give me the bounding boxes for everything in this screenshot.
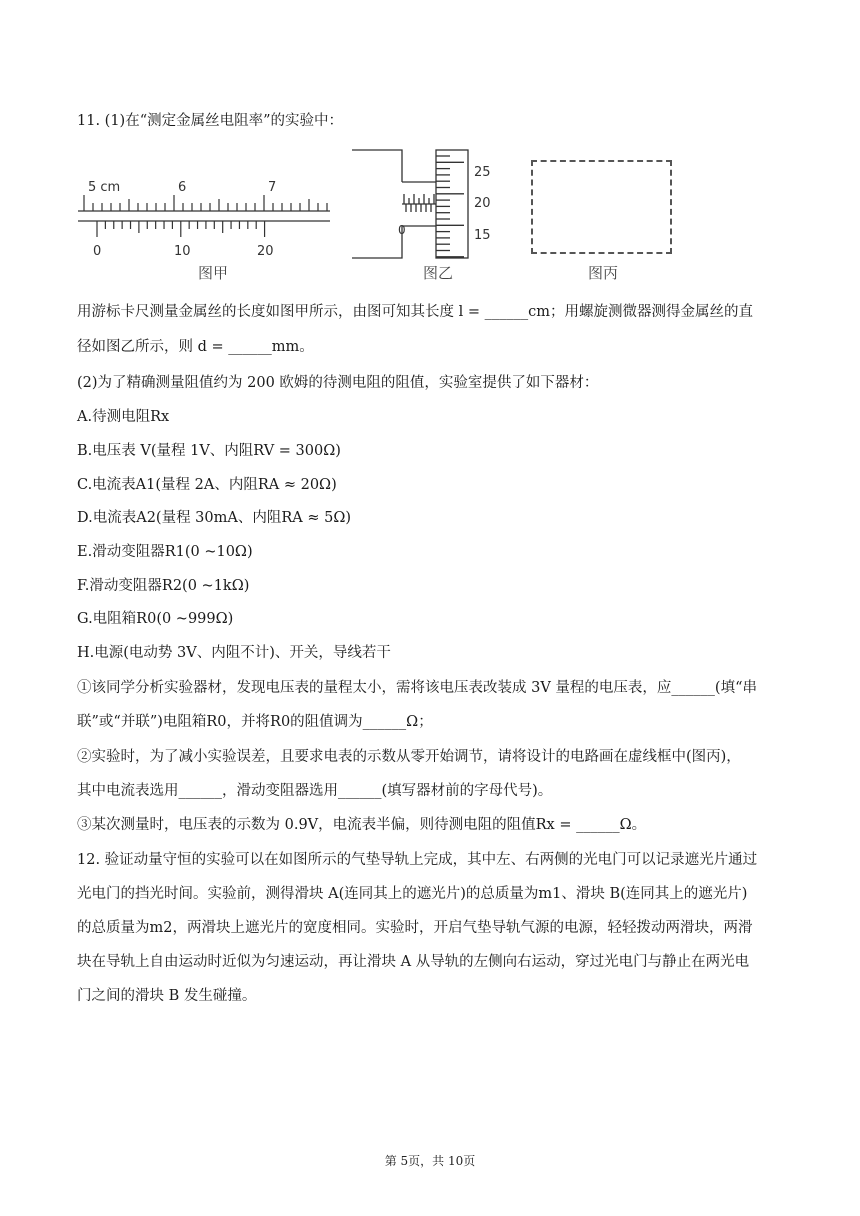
q11-step2-line2: 其中电流表选用______，滑动变阻器选用______(填写器材前的字母代号)。 <box>77 783 553 799</box>
frame-top <box>352 150 402 182</box>
main-scale-ticks <box>84 195 327 211</box>
thimble <box>436 150 468 258</box>
equipment-item-b: B.电压表 V(量程 1V、内阻RV = 300Ω) <box>77 443 341 459</box>
equipment-item-e: E.滑动变阻器R1(0 ~10Ω) <box>77 544 253 560</box>
equipment-item-g: G.电阻箱R0(0 ~999Ω) <box>77 611 234 627</box>
main-label-6: 6 <box>178 180 187 195</box>
equipment-item-a: A.待测电阻Rx <box>77 409 170 425</box>
vernier-label-20: 20 <box>257 244 274 259</box>
equipment-item-d: D.电流表A2(量程 30mA、内阻RA ≈ 5Ω) <box>77 510 352 526</box>
circuit-dashed-box <box>531 160 672 254</box>
q11-part2-intro: (2)为了精确测量阻值约为 200 欧姆的待测电阻的阻值，实验室提供了如下器材： <box>77 375 599 391</box>
q12-line-3: 的总质量为m2，两滑块上遮光片的宽度相同。实验时，开启气垫导轨气源的电源，轻轻拨动两滑块，两滑 <box>77 920 753 936</box>
sleeve-ticks <box>404 194 434 212</box>
caption-yi: 图乙 <box>423 264 454 282</box>
q11-part1-line2: 径如图乙所示，则 d = ______mm。 <box>77 339 314 355</box>
vernier-label-10: 10 <box>174 244 191 259</box>
thimble-label-20: 20 <box>474 196 491 211</box>
q12-line-1: 12. 验证动量守恒的实验可以在如图所示的气垫导轨上完成，其中左、右两侧的光电门可以记录遮光片通过 <box>77 852 758 868</box>
q11-part1-line1: 用游标卡尺测量金属丝的长度如图甲所示，由图可知其长度 l = ______cm；用螺旋测微器测得金属丝的直 <box>77 304 753 320</box>
sleeve-label-0: 0 <box>398 223 406 237</box>
vernier-scale-ticks <box>97 221 265 237</box>
main-label-7: 7 <box>268 180 277 195</box>
thimble-ticks <box>436 156 464 257</box>
q12-line-4: 块在导轨上自由运动时近似为匀速运动，再让滑块 A 从导轨的左侧向右运动，穿过光电门与静止在两光电 <box>77 954 750 970</box>
q11-step1-line2: 联”或“并联”)电阻箱R0，并将R0的阻值调为______Ω； <box>77 714 433 730</box>
q11-step2-line1: ②实验时，为了减小实验误差，且要求电表的示数从零开始调节，请将设计的电路画在虚线框中(图丙)， <box>77 749 741 765</box>
vernier-label-0: 0 <box>93 244 102 259</box>
q12-line-2: 光电门的挡光时间。实验前，测得滑块 A(连同其上的遮光片)的总质量为m1、滑块 B(连同其上的遮光片) <box>77 886 748 902</box>
page-footer: 第 5页，共 10页 <box>384 1154 476 1168</box>
vernier-caliper-figure <box>76 175 332 265</box>
q11-step1-line1: ①该同学分析实验器材，发现电压表的量程太小，需将该电压表改装成 3V 量程的电压表，应______(填“串 <box>77 680 757 696</box>
thimble-label-25: 25 <box>474 165 491 180</box>
caption-jia: 图甲 <box>198 264 229 282</box>
main-label-5cm: 5 cm <box>88 180 121 195</box>
equipment-item-f: F.滑动变阻器R2(0 ~1kΩ) <box>77 578 250 594</box>
caption-bing: 图丙 <box>588 264 619 282</box>
equipment-item-h: H.电源(电动势 3V、内阻不计)、开关，导线若干 <box>77 645 391 661</box>
equipment-item-c: C.电流表A1(量程 2A、内阻RA ≈ 20Ω) <box>77 477 337 493</box>
thimble-label-15: 15 <box>474 228 491 243</box>
q12-line-5: 门之间的滑块 B 发生碰撞。 <box>77 988 257 1004</box>
micrometer-figure <box>350 146 500 262</box>
q11-step3: ③某次测量时，电压表的示数为 0.9V，电流表半偏，则待测电阻的阻值Rx = ______Ω。 <box>77 817 647 833</box>
q11-intro: 11. (1)在“测定金属丝电阻率”的实验中： <box>77 113 344 129</box>
frame-bottom <box>352 226 402 258</box>
